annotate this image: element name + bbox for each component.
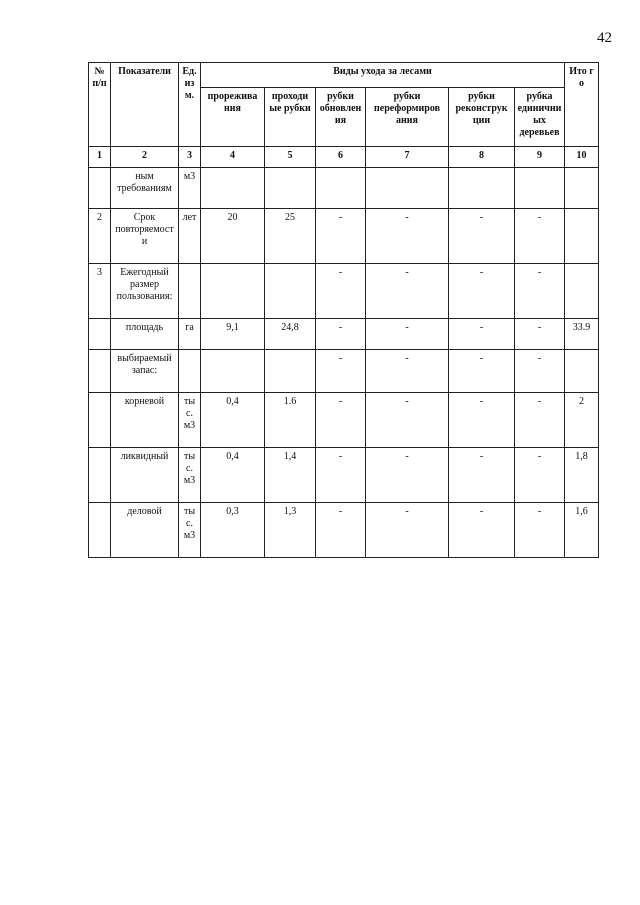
row-unit: ты с. м3 bbox=[179, 393, 201, 448]
row-value: - bbox=[366, 503, 449, 558]
row-value bbox=[366, 168, 449, 209]
row-value: - bbox=[316, 209, 366, 264]
row-number: 3 bbox=[89, 264, 111, 319]
column-number: 5 bbox=[265, 147, 316, 168]
row-value: 0,4 bbox=[201, 393, 265, 448]
row-value: - bbox=[449, 350, 515, 393]
row-total bbox=[565, 209, 599, 264]
row-number bbox=[89, 168, 111, 209]
header-total: Ито го bbox=[565, 63, 599, 147]
row-indicator: деловой bbox=[111, 503, 179, 558]
row-value: - bbox=[449, 264, 515, 319]
header-sub-single-trees: рубка единични ых деревьев bbox=[515, 88, 565, 147]
header-sub-reformation: рубки переформиров ания bbox=[366, 88, 449, 147]
row-value bbox=[201, 350, 265, 393]
row-number bbox=[89, 503, 111, 558]
row-value: 0,3 bbox=[201, 503, 265, 558]
row-value: 1,3 bbox=[265, 503, 316, 558]
row-unit: ты с. м3 bbox=[179, 448, 201, 503]
row-number bbox=[89, 393, 111, 448]
row-value: - bbox=[366, 448, 449, 503]
column-number: 8 bbox=[449, 147, 515, 168]
header-row-top bbox=[89, 63, 599, 88]
row-indicator: Срок повторяемост и bbox=[111, 209, 179, 264]
column-number: 1 bbox=[89, 147, 111, 168]
row-unit: ты с. м3 bbox=[179, 503, 201, 558]
table-row bbox=[89, 350, 599, 393]
row-value bbox=[265, 350, 316, 393]
row-value: - bbox=[316, 319, 366, 350]
row-value: - bbox=[366, 209, 449, 264]
table-row bbox=[89, 503, 599, 558]
column-number: 7 bbox=[366, 147, 449, 168]
forest-care-table bbox=[88, 62, 599, 558]
row-value: - bbox=[366, 319, 449, 350]
row-number: 2 bbox=[89, 209, 111, 264]
header-indicators: Показатели bbox=[111, 63, 179, 147]
row-value: - bbox=[515, 319, 565, 350]
row-value: 1,4 bbox=[265, 448, 316, 503]
row-indicator: корневой bbox=[111, 393, 179, 448]
column-number: 6 bbox=[316, 147, 366, 168]
row-number bbox=[89, 350, 111, 393]
column-number: 9 bbox=[515, 147, 565, 168]
row-value: - bbox=[515, 393, 565, 448]
header-no: № п/п bbox=[89, 63, 111, 147]
row-value bbox=[201, 264, 265, 319]
row-value: 25 bbox=[265, 209, 316, 264]
header-group: Виды ухода за лесами bbox=[201, 63, 565, 88]
row-value: - bbox=[515, 350, 565, 393]
header-sub-reconstruction: рубки реконструк ции bbox=[449, 88, 515, 147]
row-value: 0,4 bbox=[201, 448, 265, 503]
row-value: - bbox=[515, 264, 565, 319]
row-indicator: Ежегодный размер пользования: bbox=[111, 264, 179, 319]
row-indicator: выбираемый запас: bbox=[111, 350, 179, 393]
row-value bbox=[449, 168, 515, 209]
row-value: - bbox=[316, 350, 366, 393]
column-number: 10 bbox=[565, 147, 599, 168]
row-value: - bbox=[366, 350, 449, 393]
row-value bbox=[316, 168, 366, 209]
row-total bbox=[565, 350, 599, 393]
row-total bbox=[565, 264, 599, 319]
row-value: - bbox=[449, 209, 515, 264]
row-value: 1.6 bbox=[265, 393, 316, 448]
row-value: - bbox=[515, 448, 565, 503]
header-sub-renewal: рубки обновлен ия bbox=[316, 88, 366, 147]
row-value: 9,1 bbox=[201, 319, 265, 350]
row-value: - bbox=[515, 503, 565, 558]
table-row bbox=[89, 168, 599, 209]
table-row bbox=[89, 264, 599, 319]
row-value: - bbox=[449, 503, 515, 558]
table-row bbox=[89, 209, 599, 264]
row-indicator: ным требованиям bbox=[111, 168, 179, 209]
row-indicator: ликвидный bbox=[111, 448, 179, 503]
row-number bbox=[89, 319, 111, 350]
row-number bbox=[89, 448, 111, 503]
row-total bbox=[565, 168, 599, 209]
row-value: - bbox=[449, 393, 515, 448]
row-value bbox=[201, 168, 265, 209]
row-value bbox=[265, 168, 316, 209]
row-value: - bbox=[316, 448, 366, 503]
row-total: 1,6 bbox=[565, 503, 599, 558]
header-sub-passage: проходи ые рубки bbox=[265, 88, 316, 147]
row-value: 20 bbox=[201, 209, 265, 264]
header-unit: Ед. из м. bbox=[179, 63, 201, 147]
row-value bbox=[265, 264, 316, 319]
column-number: 3 bbox=[179, 147, 201, 168]
row-total: 2 bbox=[565, 393, 599, 448]
header-sub-thinning: прорежива ния bbox=[201, 88, 265, 147]
row-value: - bbox=[316, 264, 366, 319]
row-indicator: площадь bbox=[111, 319, 179, 350]
row-unit: га bbox=[179, 319, 201, 350]
row-unit: лет bbox=[179, 209, 201, 264]
row-value: - bbox=[449, 448, 515, 503]
table-row bbox=[89, 319, 599, 350]
page-number: 42 bbox=[597, 30, 612, 46]
row-value: - bbox=[449, 319, 515, 350]
table-row bbox=[89, 393, 599, 448]
column-number: 2 bbox=[111, 147, 179, 168]
row-unit bbox=[179, 350, 201, 393]
row-value bbox=[515, 168, 565, 209]
row-total: 33.9 bbox=[565, 319, 599, 350]
row-value: - bbox=[366, 393, 449, 448]
row-value: - bbox=[316, 503, 366, 558]
row-unit bbox=[179, 264, 201, 319]
row-value: - bbox=[366, 264, 449, 319]
row-unit: м3 bbox=[179, 168, 201, 209]
row-value: - bbox=[316, 393, 366, 448]
column-number: 4 bbox=[201, 147, 265, 168]
row-value: 24,8 bbox=[265, 319, 316, 350]
table-row bbox=[89, 448, 599, 503]
row-total: 1,8 bbox=[565, 448, 599, 503]
row-value: - bbox=[515, 209, 565, 264]
column-numbers-row bbox=[89, 147, 599, 168]
